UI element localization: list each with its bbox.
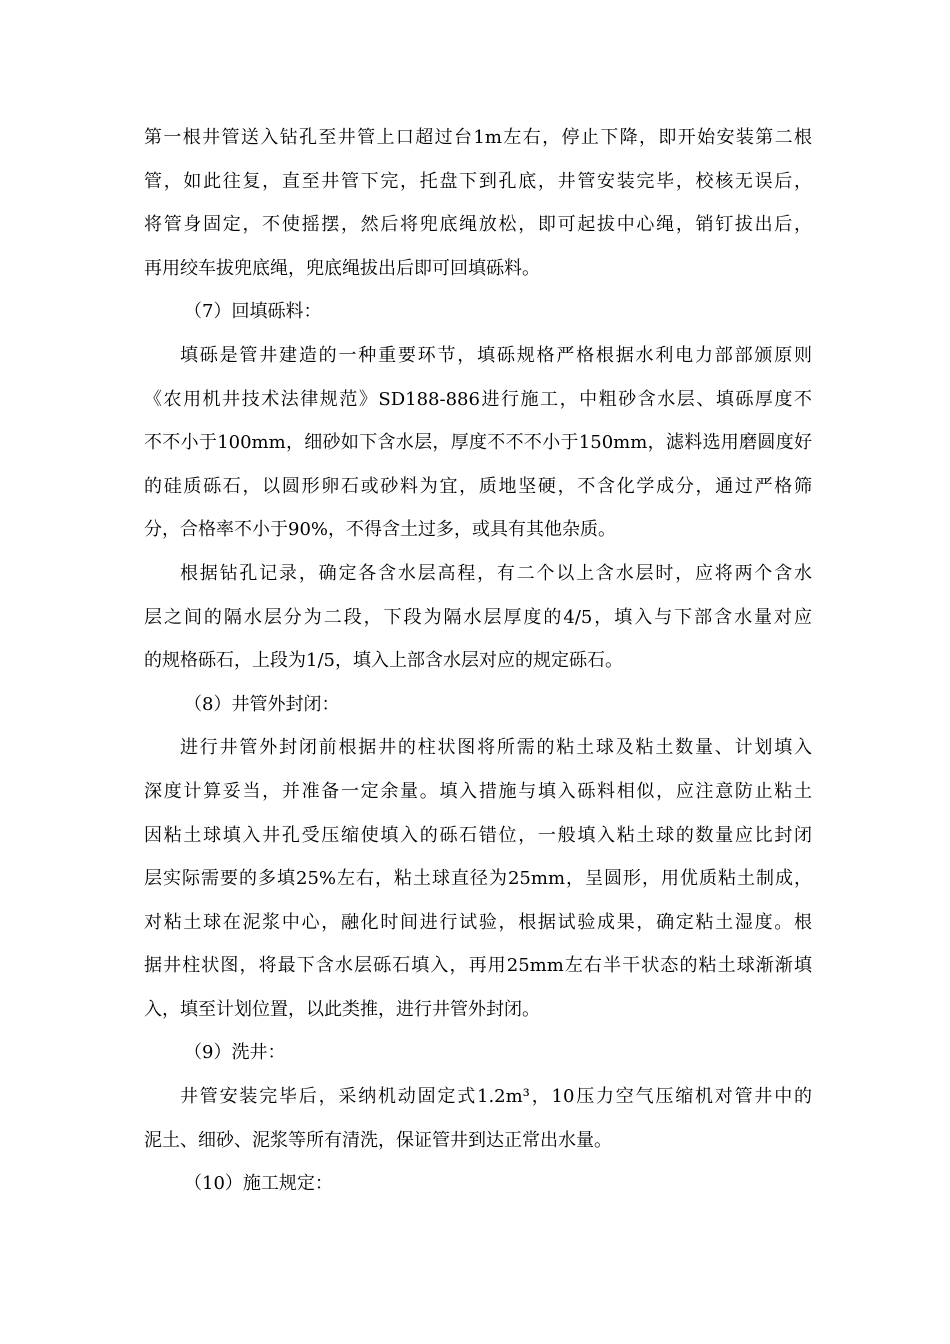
paragraph-line: 进行井管外封闭前根据井的柱状图将所需的粘土球及粘土数量、计划填入 — [180, 737, 812, 759]
paragraph-line: 的规格砾石，上段为1/5，填入上部含水层对应的规定砾石。 — [144, 650, 623, 672]
paragraph-line: 入，填至计划位置，以此类推，进行井管外封闭。 — [144, 998, 540, 1020]
paragraph-line: 管，如此往复，直至井管下完，托盘下到孔底，井管安装完毕，校核无误后， — [144, 170, 812, 192]
paragraph-line: 填砾是管井建造的一种重要环节，填砾规格严格根据水利电力部部颁原则 — [180, 344, 812, 366]
paragraph-line: 据井柱状图，将最下含水层砾石填入，再用25mm左右半干状态的粘土球渐渐填 — [144, 955, 812, 977]
paragraph-line: 层实际需要的多填25%左右，粘土球直径为25mm，呈圆形，用优质粘土制成， — [144, 868, 812, 890]
paragraph-line: 根据钻孔记录，确定各含水层高程，有二个以上含水层时，应将两个含水 — [180, 562, 812, 584]
paragraph-line: 因粘土球填入井孔受压缩使填入的砾石错位，一般填入粘土球的数量应比封闭 — [144, 824, 812, 846]
section-heading: （7）回填砾料： — [184, 301, 322, 323]
paragraph-line: 不不小于100mm，细砂如下含水层，厚度不不不小于150mm，滤料选用磨圆度好 — [144, 432, 812, 454]
paragraph-line: 泥土、细砂、泥浆等所有清洗，保证管井到达正常出水量。 — [144, 1129, 612, 1151]
paragraph-line: 将管身固定，不使摇摆，然后将兜底绳放松，即可起拔中心绳，销钉拔出后， — [144, 214, 812, 236]
section-heading: （10）施工规定： — [184, 1173, 333, 1195]
paragraph-line: 层之间的隔水层分为二段，下段为隔水层厚度的4/5，填入与下部含水量对应 — [144, 606, 812, 628]
paragraph-line: 对粘土球在泥浆中心，融化时间进行试验，根据试验成果，确定粘土湿度。根 — [144, 911, 812, 933]
paragraph-line: 的硅质砾石，以圆形卵石或砂料为宜，质地坚硬，不含化学成分，通过严格筛 — [144, 475, 812, 497]
paragraph-line: 井管安装完毕后，采纳机动固定式1.2m³，10压力空气压缩机对管井中的 — [180, 1086, 812, 1108]
paragraph-line: 《农用机井技术法律规范》SD188-886进行施工，中粗砂含水层、填砾厚度不 — [144, 388, 812, 410]
paragraph-line: 再用绞车拔兜底绳，兜底绳拔出后即可回填砾料。 — [144, 257, 540, 279]
section-heading: （9）洗井： — [184, 1042, 286, 1064]
paragraph-line: 深度计算妥当，并准备一定余量。填入措施与填入砾料相似，应注意防止粘土 — [144, 780, 812, 802]
paragraph-line: 第一根井管送入钻孔至井管上口超过台1m左右，停止下降，即开始安装第二根 — [144, 127, 812, 148]
paragraph-line: 分，合格率不小于90%，不得含土过多，或具有其他杂质。 — [144, 519, 617, 541]
document-body — [144, 116, 812, 1206]
section-heading: （8）井管外封闭： — [184, 693, 340, 715]
